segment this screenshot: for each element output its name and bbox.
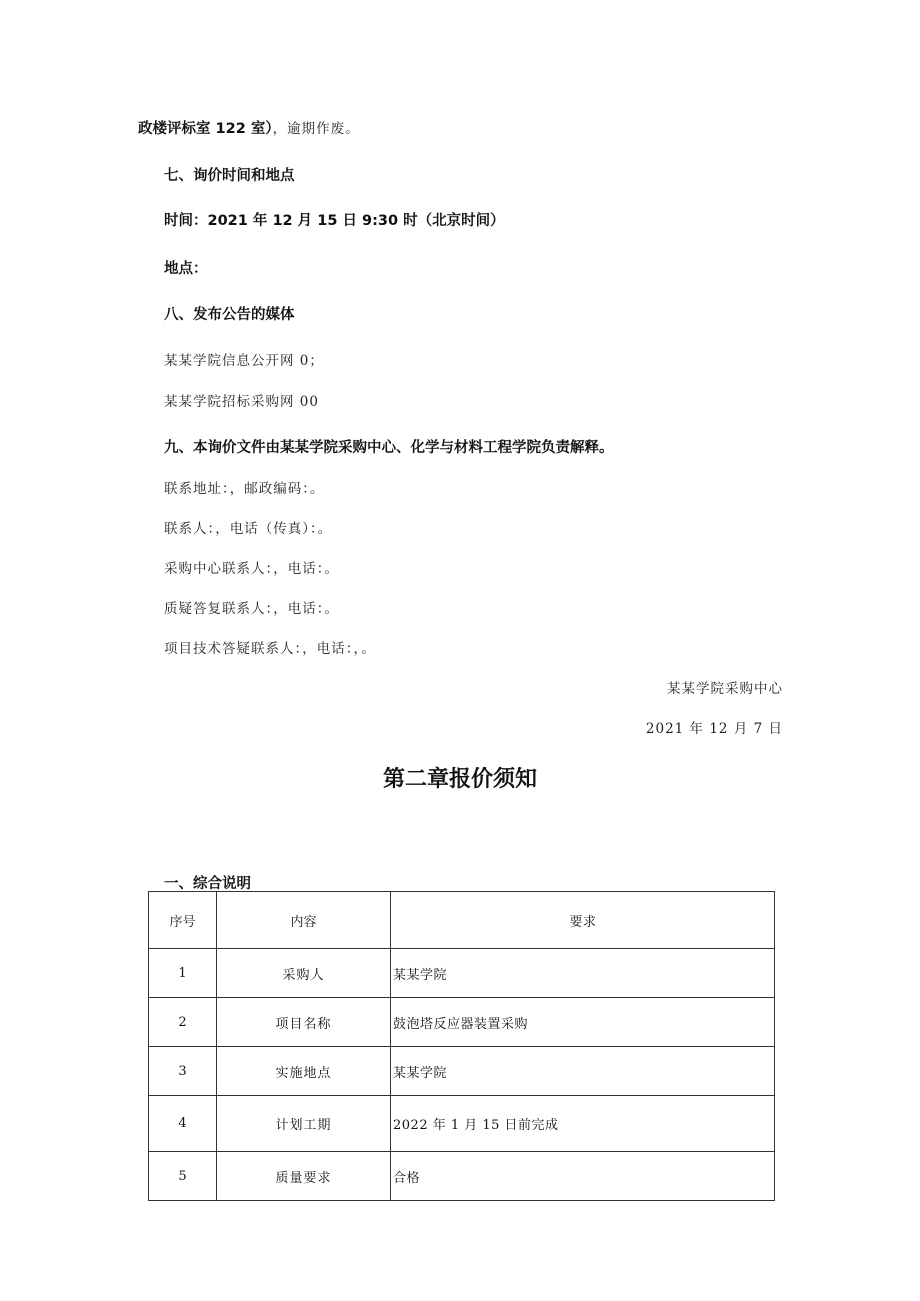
row-number: 1 [149,949,217,998]
header-requirement: 要求 [391,892,775,949]
media-item: 某某学院信息公开网 0； [164,353,324,369]
row-content: 采购人 [217,949,391,998]
row-number: 4 [149,1096,217,1152]
table-header-row [149,892,775,949]
procurement-contact: 采购中心联系人：，电话：。 [164,561,339,577]
header-content: 内容 [217,892,391,949]
row-requirement: 鼓泡塔反应器装置采购 [391,998,775,1047]
table-row [149,998,775,1047]
header-number: 序号 [149,892,217,949]
chapter-title: 第二章报价须知 [382,767,537,792]
row-requirement: 某某学院 [391,1047,775,1096]
signature-org: 某某学院采购中心 [667,681,783,697]
row-content: 计划工期 [217,1096,391,1152]
technical-contact: 项目技术答疑联系人：，电话：，。 [164,641,376,657]
media-item: 某某学院招标采购网 00 [164,394,319,410]
row-number: 2 [149,998,217,1047]
deadline-note: ，逾期作废。 [272,121,360,137]
row-requirement: 2022 年 1 月 15 日前完成 [391,1096,775,1152]
row-content: 实施地点 [217,1047,391,1096]
query-reply-contact: 质疑答复联系人：，电话：。 [164,601,339,617]
row-number: 3 [149,1047,217,1096]
table-row [149,949,775,998]
row-content: 项目名称 [217,998,391,1047]
table-row [149,1096,775,1152]
subsection-heading: 一、综合说明 [164,876,251,892]
table-row [149,1152,775,1201]
row-number: 5 [149,1152,217,1201]
row-requirement: 合格 [391,1152,775,1201]
section-eight-heading: 八、发布公告的媒体 [164,307,295,323]
table-row [149,1047,775,1096]
row-content: 质量要求 [217,1152,391,1201]
section-nine-heading: 九、本询价文件由某某学院采购中心、化学与材料工程学院负责解释。 [164,440,614,456]
row-requirement: 某某学院 [391,949,775,998]
deadline-continuation [138,117,360,138]
contact-address: 联系地址：，邮政编码：。 [164,481,325,497]
contact-person: 联系人：，电话（传真）：。 [164,521,333,537]
inquiry-time: 时间：2021 年 12 月 15 日 9:30 时（北京时间） [164,213,505,229]
deadline-location: 政楼评标室 122 室） [138,121,273,137]
inquiry-place: 地点： [164,261,208,277]
summary-table [148,891,775,1201]
section-seven-heading: 七、询价时间和地点 [164,168,295,184]
signature-date: 2021 年 12 月 7 日 [645,721,783,737]
